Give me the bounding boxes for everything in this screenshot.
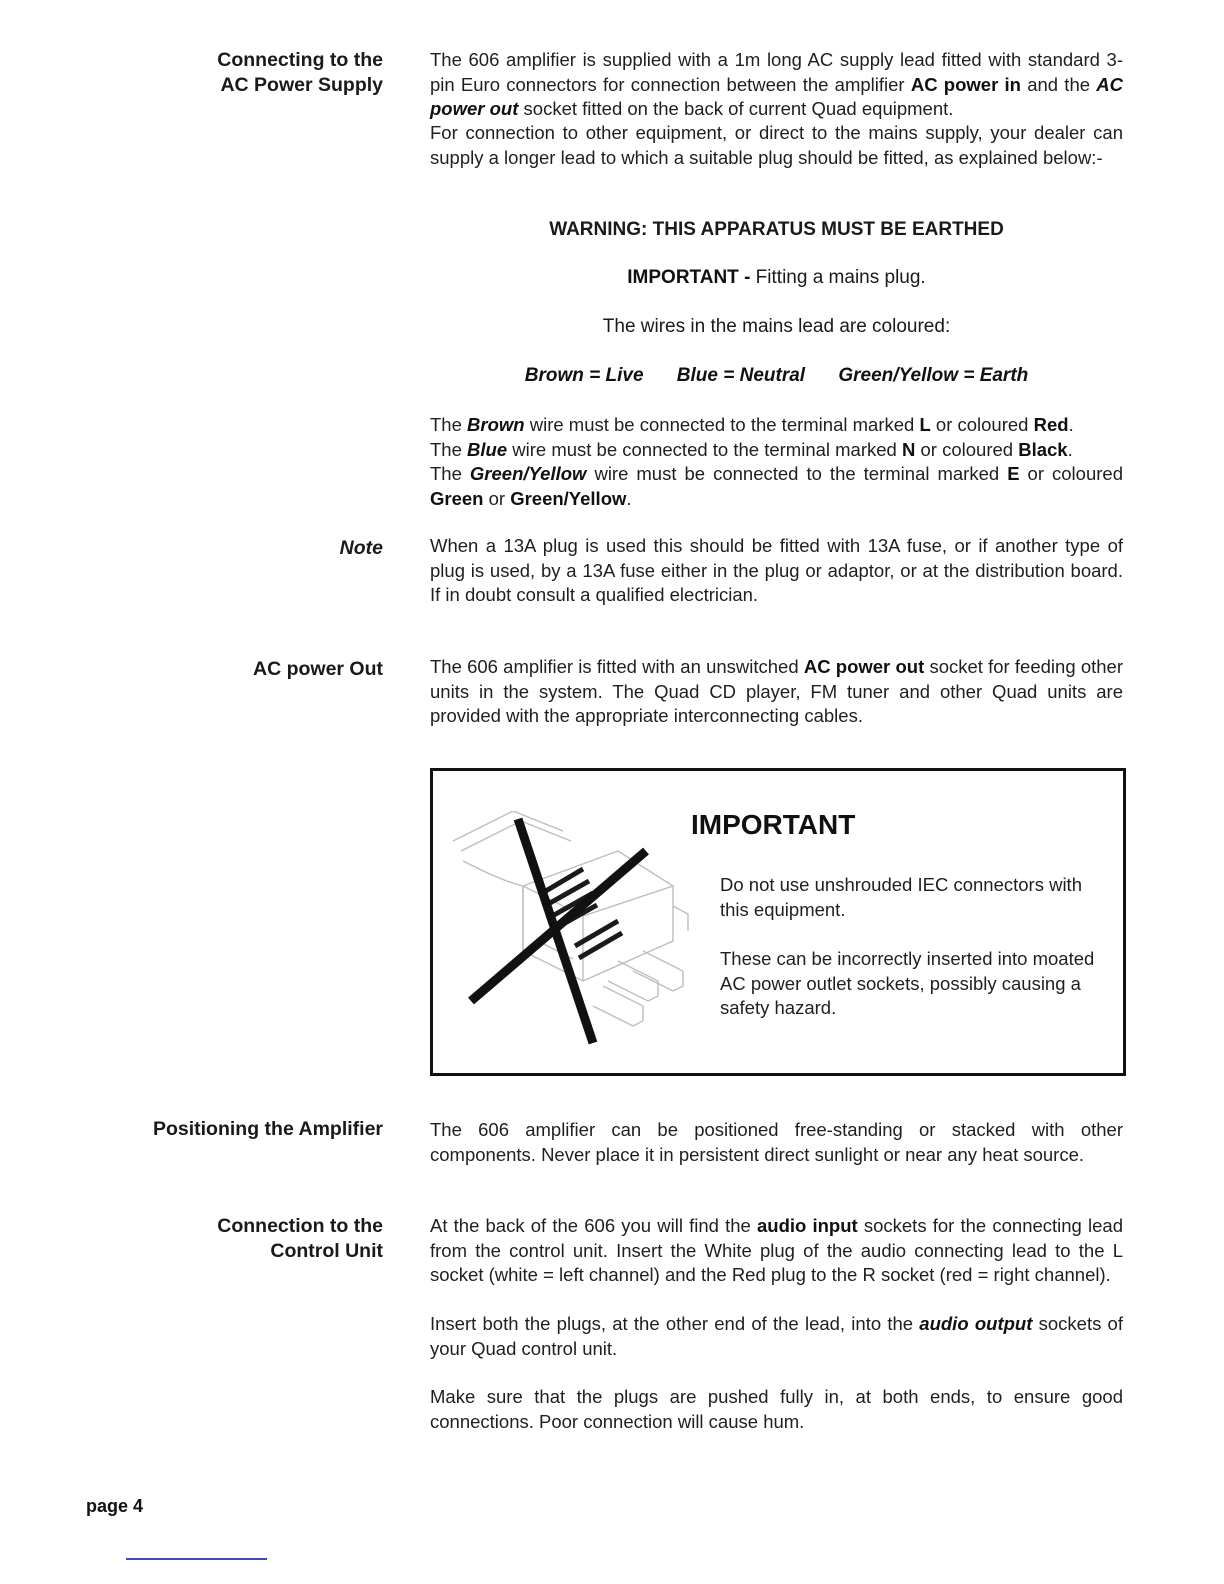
heading-ac-supply: [217, 48, 383, 98]
terminal-colour: Green: [430, 487, 484, 509]
earth-warning: WARNING: THIS APPARATUS MUST BE EARTHED: [549, 219, 1004, 240]
term-audio-input: audio input: [756, 1215, 858, 1236]
terminal-mark: N: [901, 438, 916, 460]
text-run: .: [1068, 414, 1074, 435]
text-run: At the back of the 606 you will find the: [430, 1215, 757, 1236]
text-run: The 606 amplifier is fitted with an unswitched: [430, 656, 804, 677]
text-run: or coloured: [930, 414, 1034, 435]
wiring-rules: [430, 413, 1123, 511]
text-run: and the: [1020, 73, 1097, 95]
heading-note: Note: [339, 537, 383, 559]
footer-divider: [126, 1558, 267, 1560]
text-run: or coloured: [1019, 463, 1123, 484]
text-run: Insert both the plugs, at the other end of the lead, into the: [430, 1313, 920, 1334]
wire-blue: Blue = Neutral: [676, 365, 806, 386]
control-unit-paragraph-2: [430, 1312, 1123, 1361]
wiring-rule-green-yellow: [430, 462, 1123, 511]
ac-power-out-paragraph: [430, 655, 1123, 729]
page-number: page 4: [86, 1496, 144, 1516]
text-run: socket fitted on the back of current Quad equipment.: [518, 98, 954, 119]
text-run: .: [1067, 438, 1073, 460]
note-paragraph: When a 13A plug is used this should be fitted with 13A fuse, or if another type of plug is used, by a 13A fuse either in the plug or adaptor, or at the distribution board. If in doubt consult a qualified electrician.: [430, 535, 1123, 605]
text-run: .: [626, 487, 632, 509]
heading-line: AC Power Supply: [220, 74, 383, 96]
text-run: The: [430, 414, 468, 435]
wire-brown: Brown = Live: [524, 365, 644, 386]
term-audio-output: audio output: [919, 1313, 1033, 1334]
text-run: The 606 amplifier is supplied with a 1m long AC supply lead fitted with standard 3-pin Euro connectors for connection between the amplifier: [430, 49, 1123, 95]
term-ac-power-out: AC power out: [430, 73, 1123, 119]
heading-line: Control Unit: [270, 1240, 383, 1262]
important-box-paragraph-1: Do not use unshrouded IEC connectors with this equipment.: [720, 874, 1082, 920]
text-run: The: [430, 463, 470, 484]
crossed-out-iec-connector-illustration: [443, 811, 693, 1051]
wiring-rule-brown: [430, 413, 1123, 438]
text-run: sockets of your Quad control unit.: [430, 1313, 1123, 1359]
important-notice-box: [430, 768, 1126, 1076]
wire-green-yellow: Green/Yellow = Earth: [838, 365, 1029, 386]
important-plug-line: [430, 266, 1123, 290]
positioning-paragraph: The 606 amplifier can be positioned free-standing or stacked with other components. Never place it in persistent direct sunlight or near any heat source.: [430, 1119, 1123, 1165]
term-ac-power-out: AC power out: [803, 656, 925, 677]
term-ac-power-in: AC power in: [910, 73, 1021, 95]
terminal-colour: Black: [1018, 438, 1068, 460]
text-run: sockets for the connecting lead from the control unit. Insert the White plug of the audio connecting lead to the L socket (white = left channel) and the Red plug to the R socket (red = right channel).: [430, 1215, 1123, 1285]
text-run: wire must be connected to the terminal marked: [586, 463, 1008, 484]
terminal-mark: E: [1007, 463, 1020, 484]
text-run: The: [430, 438, 468, 460]
text-run: wire must be connected to the terminal marked: [507, 438, 902, 460]
wire-name: Green/Yellow: [469, 463, 587, 484]
wire-name: Blue: [467, 438, 508, 460]
wiring-rule-blue: [430, 438, 1123, 463]
text-run: or coloured: [915, 438, 1019, 460]
heading-positioning: Positioning the Amplifier: [152, 1118, 383, 1140]
wire-name: Brown: [467, 414, 525, 435]
important-box-title: IMPORTANT: [691, 809, 856, 840]
important-label: IMPORTANT -: [627, 267, 751, 288]
important-text: Fitting a mains plug.: [750, 267, 926, 288]
ac-supply-paragraph-1: [430, 48, 1123, 122]
control-unit-paragraph-3: Make sure that the plugs are pushed fully in, at both ends, to ensure good connections. Poor connection will cause hum.: [430, 1386, 1123, 1432]
terminal-colour: Red: [1033, 414, 1069, 435]
text-run: wire must be connected to the terminal marked: [524, 414, 920, 435]
heading-line: Connecting to the: [217, 49, 383, 71]
control-unit-paragraph-1: [430, 1214, 1123, 1288]
terminal-colour: Green/Yellow: [510, 487, 627, 509]
heading-line: Connection to the: [217, 1215, 383, 1237]
wires-intro: The wires in the mains lead are coloured:: [602, 316, 951, 337]
text-run: socket for feeding other units in the system. The Quad CD player, FM tuner and other Quad units are provided with the appropriate interconnecting cables.: [430, 656, 1123, 726]
important-box-paragraph-2: These can be incorrectly inserted into moated AC power outlet sockets, possibly causing a safety hazard.: [720, 948, 1095, 1018]
text-run: or: [483, 487, 511, 509]
heading-control-unit: [217, 1214, 383, 1264]
wire-colour-legend: [430, 364, 1123, 388]
terminal-mark: L: [919, 414, 931, 435]
heading-ac-power-out: AC power Out: [253, 658, 383, 680]
ac-supply-paragraph-2: For connection to other equipment, or direct to the mains supply, your dealer can supply a longer lead to which a suitable plug should be fitted, as explained below:-: [430, 122, 1123, 168]
